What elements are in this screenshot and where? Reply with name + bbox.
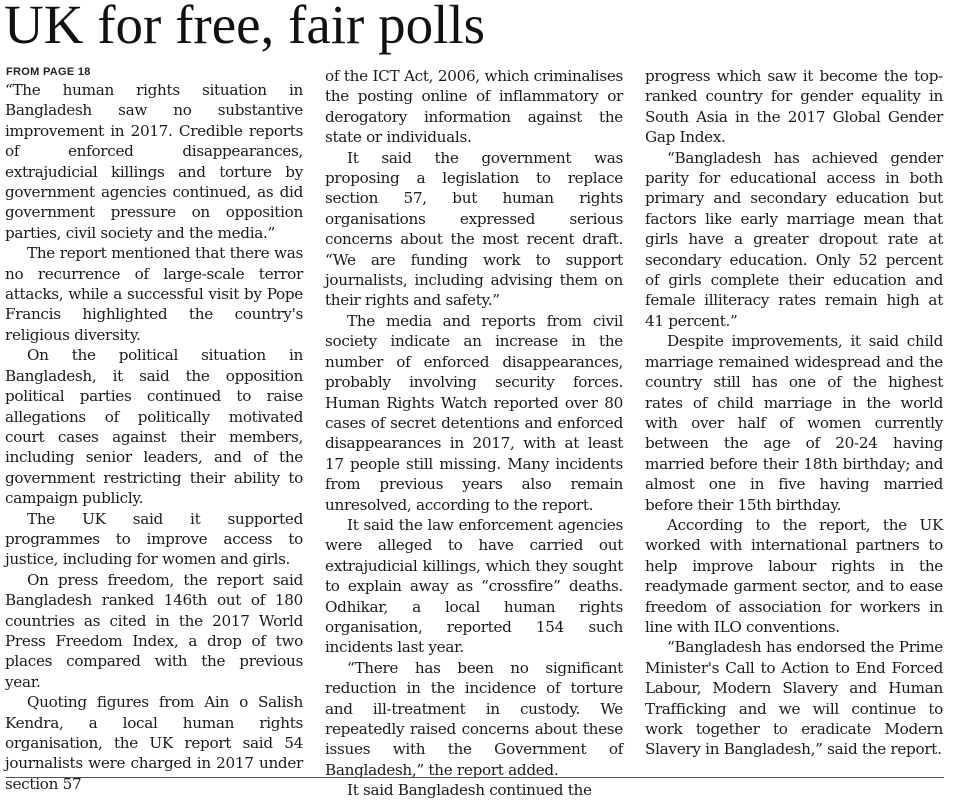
paragraph: “The human rights situation in Bangladesh saw no substantive improvement in 2017. Credible reports of enforced disappearances, extrajudicial killings and torture by government agencies continued, as did government pressure on opposition parties, civil society and the media.” bbox=[5, 81, 303, 242]
paragraph: “Bangladesh has achieved gender parity for educational access in both primary and secondary education but factors like early marriage mean that girls have a greater dropout rate at secondary education. Only 52 percent of girls complete their education and female illiteracy rates remain high at 41 percent.” bbox=[645, 148, 943, 330]
paragraph: The media and reports from civil society indicate an increase in the number of enforced disappearances, probably involving security forces. Human Rights Watch reported over 80 cases of secret detentions and enforced disappearances in 2017, with at least 17 people still missing. Many incidents from previous years also remain unresolved, according to the report. bbox=[325, 311, 623, 514]
paragraph: On press freedom, the report said Bangladesh ranked 146th out of 180 countries as cited in the 2017 World Press Freedom Index, a drop of two places compared with the previous year. bbox=[5, 570, 303, 691]
paragraph: The report mentioned that there was no recurrence of large-scale terror attacks, while a successful visit by Pope Francis highlighted the country's religious diversity. bbox=[5, 244, 303, 344]
bottom-rule bbox=[6, 777, 944, 778]
paragraph: progress which saw it become the top-ranked country for gender equality in South Asia in the 2017 Global Gender Gap Index. bbox=[645, 67, 943, 147]
paragraph: Quoting figures from Ain o Salish Kendra, a local human rights organisation, the UK report said 54 journalists were charged in 2017 under section 57 bbox=[5, 693, 303, 793]
paragraph: It said Bangladesh continued the bbox=[347, 781, 592, 800]
paragraph: It said the government was proposing a legislation to replace section 57, but human rights organisations expressed serious concerns about the most recent draft. “We are funding work to support journalists, including advising them on their rights and safety.” bbox=[325, 148, 623, 310]
paragraph: “Bangladesh has endorsed the Prime Minister's Call to Action to End Forced Labour, Modern Slavery and Human Trafficking and we will continue to work together to eradicate Modern Slavery in Bangladesh,” said the report. bbox=[645, 638, 943, 759]
article-column-1 bbox=[5, 80, 303, 794]
headline: UK for free, fair polls bbox=[4, 0, 486, 55]
paragraph: The UK said it supported programmes to improve access to justice, including for women and girls. bbox=[5, 509, 303, 569]
paragraph: “There has been no significant reduction in the incidence of torture and ill-treatment in custody. We repeatedly raised concerns about these issues with the Government of Bangladesh,” the report added. bbox=[325, 658, 623, 779]
article-column-3 bbox=[645, 66, 943, 760]
paragraph: It said the law enforcement agencies were alleged to have carried out extrajudicial killings, which they sought to explain away as “crossfire” deaths. Odhikar, a local human rights organisation, reported 154 such incidents last year. bbox=[325, 515, 623, 657]
paragraph: of the ICT Act, 2006, which criminalises the posting online of inflammatory or derogatory information against the state or individuals. bbox=[325, 67, 623, 147]
article-column-2 bbox=[325, 66, 623, 801]
dateline: FROM PAGE 18 bbox=[6, 66, 91, 78]
paragraph: According to the report, the UK worked with international partners to help improve labour rights in the readymade garment sector, and to ease freedom of association for workers in line with ILO conventions. bbox=[645, 515, 943, 636]
paragraph: Despite improvements, it said child marriage remained widespread and the country still has one of the highest rates of child marriage in the world with over half of women currently between the age of 20-24 having married before their 18th birthday; and almost one in five having married before their 15th birthday. bbox=[645, 332, 943, 514]
paragraph: On the political situation in Bangladesh, it said the opposition political parties continued to raise allegations of politically motivated court cases against their members, including senior leaders, and of the government restricting their ability to campaign publicly. bbox=[5, 346, 303, 508]
